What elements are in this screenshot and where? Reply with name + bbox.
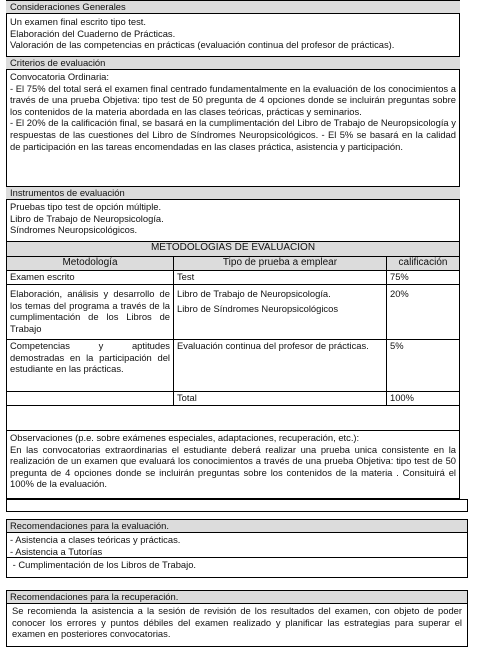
observaciones-text: En las convocatorias extraordinarias el estudiante deberá realizar una prueba unica consistente en la realización de un examen que evaluará los conocimientos a través de una prueba Objetiva: tipo test de 50 pregunta de 4 opciones donde se incluirán preguntas sobre los contenidos de la materia . Consituirá el 100% de la evaluación. bbox=[10, 443, 456, 490]
recomendacion-item: - Asistencia a Tutorías bbox=[10, 545, 103, 557]
recomendaciones-section bbox=[6, 519, 468, 578]
instrumentos-header: Instrumentos de evaluación bbox=[6, 186, 460, 200]
recuperacion-text: Se recomienda la asistencia a la sesión de revisión de los resultados del examen, con objeto de poder conocer los errores y puntos débiles del examen realizado y planificar las estrategias para superar el examen en posteriores convocatorias. bbox=[12, 605, 462, 640]
instrumento-line: Síndromes Neuropsicológicos. bbox=[10, 224, 138, 236]
calificacion-cell: 20% bbox=[387, 285, 460, 340]
tipo-line: Libro de Trabajo de Neuropsicología. bbox=[177, 288, 331, 299]
calificacion-cell: 75% bbox=[387, 271, 460, 285]
consideraciones-section bbox=[6, 0, 460, 51]
metodo-cell: Examen escrito bbox=[7, 271, 174, 285]
metodo-cell: Elaboración, análisis y desarrollo de los temas del programa a través de la cumplimentación de los Libros de Trabajo bbox=[7, 285, 174, 340]
column-header-calificacion: calificación bbox=[387, 257, 460, 271]
calificacion-cell: 5% bbox=[387, 340, 460, 392]
metodo-cell: Competencias y aptitudes demostradas en la participación del estudiante en las prácticas. bbox=[7, 340, 174, 392]
column-header-tipo: Tipo de prueba a emplear bbox=[174, 257, 387, 271]
consideraciones-line: Un examen final escrito tipo test. bbox=[10, 16, 147, 27]
recomendaciones-header: Recomendaciones para la evaluación. bbox=[7, 520, 467, 533]
tipo-cell: Evaluación continua del profesor de prácticas. bbox=[174, 340, 387, 392]
recomendacion-item: - Cumplimentación de los Libros de Trabajo. bbox=[7, 557, 467, 571]
observaciones-label: Observaciones (p.e. sobre exámenes especiales, adaptaciones, recuperación, etc.): bbox=[10, 432, 360, 443]
instrumento-line: Libro de Trabajo de Neuropsicología. bbox=[10, 212, 164, 224]
metodologias-title: METODOLOGIAS DE EVALUACION bbox=[7, 242, 460, 257]
metodologias-table bbox=[6, 241, 460, 406]
total-label: Total bbox=[174, 392, 387, 406]
observaciones-section bbox=[6, 430, 460, 490]
recuperacion-section bbox=[6, 590, 468, 647]
criterios-section bbox=[6, 56, 460, 152]
criterios-header: Criterios de evaluación bbox=[6, 56, 460, 70]
tipo-line: Libro de Síndromes Neuropsicológicos bbox=[177, 302, 339, 314]
convocatoria-label: Convocatoria Ordinaria: bbox=[10, 71, 110, 82]
consideraciones-line: Valoración de las competencias en prácticas (evaluación continua del profesor de prácticas). bbox=[10, 39, 395, 51]
column-header-metodologia: Metodología bbox=[7, 257, 174, 271]
table-row bbox=[7, 271, 460, 285]
separator-box bbox=[6, 499, 468, 512]
table-row bbox=[7, 340, 460, 392]
recomendacion-item: - Asistencia a clases teóricas y prácticas. bbox=[10, 534, 181, 545]
criterio-75: - El 75% del total será el examen final centrado fundamentalmente en la evaluación de los conocimientos a través de una prueba Objetiva: tipo test de 50 pregunta de 4 opciones donde se incluirán preguntas sobre los contenidos de la materia abordada en las clases teóricas, prácticas y seminarios. bbox=[10, 82, 456, 117]
instrumentos-section bbox=[6, 186, 460, 236]
metodo-cell bbox=[7, 392, 174, 406]
consideraciones-header: Consideraciones Generales bbox=[6, 0, 460, 14]
consideraciones-line: Elaboración del Cuaderno de Prácticas. bbox=[10, 27, 176, 39]
table-row bbox=[7, 392, 460, 406]
total-value: 100% bbox=[387, 392, 460, 406]
criterio-20-5: - El 20% de la calificación final, se basará en la cumplimentación del Libro de Trabajo de Neuropsicología y respuestas de las cuestiones del Libro de Síndromes Neuropsicológicos. - El 5% se basará en la calidad de participación en las tareas encomendadas en las clases práctica, asistencia y participación. bbox=[10, 117, 456, 152]
table-row bbox=[7, 285, 460, 340]
recuperacion-header: Recomendaciones para la recuperación. bbox=[7, 591, 467, 604]
tipo-cell: Test bbox=[174, 271, 387, 285]
instrumento-line: Pruebas tipo test de opción múltiple. bbox=[10, 201, 162, 212]
